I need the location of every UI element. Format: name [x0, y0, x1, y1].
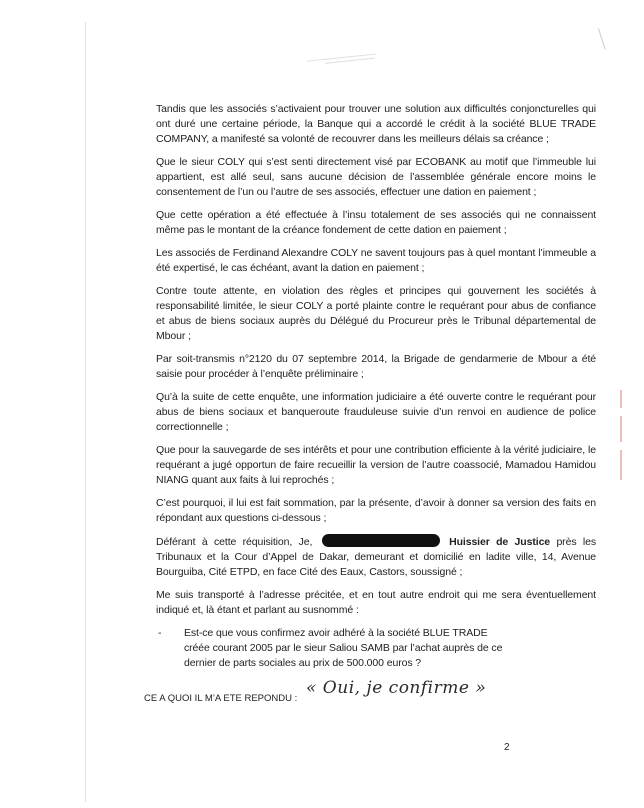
- paragraph-1: Tandis que les associés s’activaient pour trouver une solution aux difficultés conjoncturelles qui ont duré une certaine période, la Banque qui a accordé le crédit à la société BLUE TRADE COMPANY, a manifesté sa volonté de recouvrer dans les meilleurs délais sa créance ;: [156, 103, 596, 145]
- edge-stamp-mark: [608, 390, 622, 510]
- answer-label: CE A QUOI IL M’A ETE REPONDU :: [144, 693, 298, 704]
- redaction-bar: [322, 534, 440, 547]
- question-bullet: -: [158, 627, 162, 639]
- document-page: [86, 22, 622, 802]
- transport-paragraph: Me suis transporté à l’adresse précitée, et en tout autre endroit qui me sera éventuellement indiqué et, là étant et parlant au susnommé :: [156, 589, 596, 616]
- paragraph-6: Par soit-transmis n°2120 du 07 septembre 2014, la Brigade de gendarmerie de Mbour a été saisie pour procéder à l’enquête préliminaire ;: [156, 353, 596, 380]
- deferent-title: Huissier de Justice: [449, 536, 551, 548]
- paragraph-5: Contre toute attente, en violation des règles et principes qui gouvernent les sociétés à responsabilité limitée, le sieur COLY a porté plainte contre le requérant pour abus de confiance et abus de biens sociaux auprès du Délégué du Procureur près le Tribunal départemental de Mbour ;: [156, 285, 596, 342]
- paragraph-7: Qu’à la suite de cette enquête, une information judiciaire a été ouverte contre le requérant pour abus de biens sociaux et banqueroute frauduleuse suivie d’un renvoi en audience de police correctionnelle ;: [156, 391, 596, 433]
- answer-row: [144, 678, 596, 713]
- question-item: [156, 626, 514, 671]
- page-corner-mark: [598, 25, 617, 50]
- page-number: 2: [504, 742, 510, 753]
- paragraph-9: C’est pourquoi, il lui est fait sommation, par la présente, d’avoir à donner sa version des faits en répondant aux questions ci-dessous ;: [156, 497, 596, 524]
- faded-stamp-image: [307, 51, 400, 90]
- document-body: [144, 102, 596, 713]
- deferent-intro: Déférant à cette réquisition, Je,: [156, 536, 313, 548]
- question-text: Est-ce que vous confirmez avoir adhéré à la société BLUE TRADE créée courant 2005 par le sieur Saliou SAMB par l’achat auprès de ce dernier de parts sociales au prix de 500.000 euros ?: [184, 627, 503, 669]
- paragraph-4: Les associés de Ferdinand Alexandre COLY ne savent toujours pas à quel montant l’immeuble a été expertisé, le cas échéant, avant la dation en paiement ;: [156, 247, 596, 274]
- paragraph-3: Que cette opération a été effectuée à l’insu totalement de ses associés qui ne connaissent même pas le montant de la créance fondement de cette dation en paiement ;: [156, 209, 596, 236]
- handwritten-answer: « Oui, je confirme »: [306, 678, 487, 698]
- paragraph-2: Que le sieur COLY qui s’est senti directement visé par ECOBANK au motif que l’immeuble lui appartient, est allé seul, sans aucune décision de l’assemblée générale encore moins le consentement de l’un ou l’autre de ses associés, effectuer une dation en paiement ;: [156, 156, 596, 198]
- paragraph-8: Que pour la sauvegarde de ses intérêts et pour une contribution efficiente à la vérité judiciaire, le requérant a jugé opportun de faire recueillir la version de l’autre coassocié, Mamadou Hamidou NIANG quant aux faits à lui reprochés ;: [156, 444, 596, 486]
- deferent-details: près les Tribunaux et la Cour d’Appel de Dakar, demeurant et domicilié en ladite ville, 14, Avenue Bourguiba, Cité ETPD, en face Cité des Eaux, Castors, soussigné ;: [156, 536, 596, 578]
- deferent-paragraph: [156, 534, 596, 580]
